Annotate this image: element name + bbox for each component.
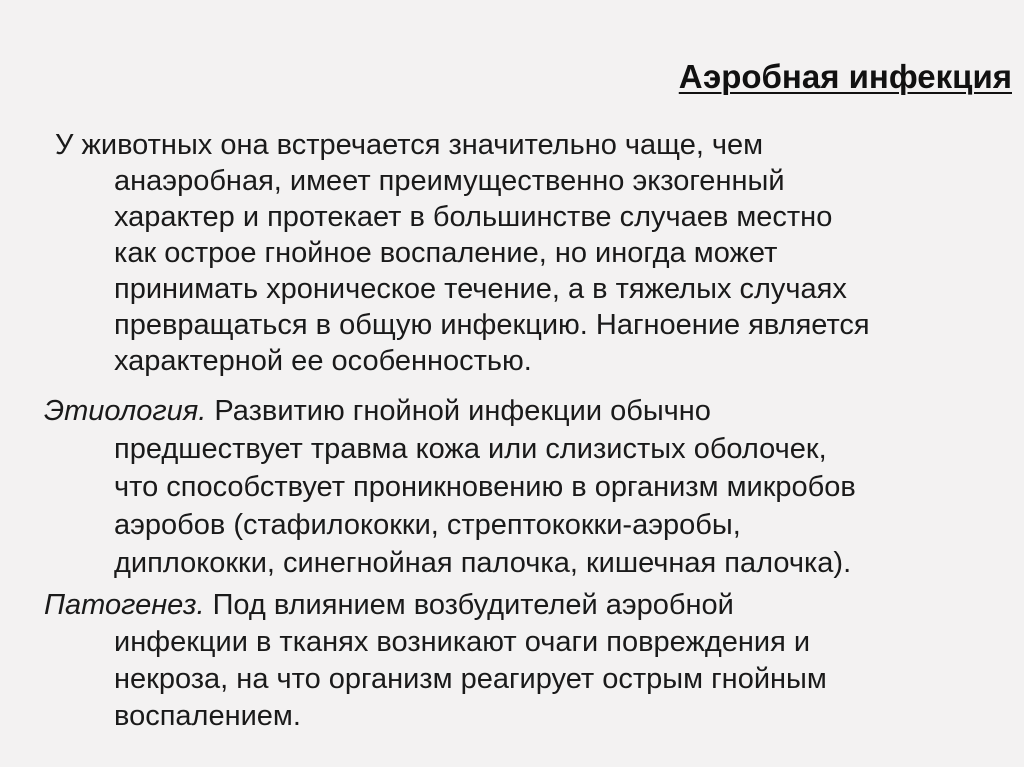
text-line: характер и протекает в большинстве случаев местно (114, 201, 833, 233)
text-line: У животных она встречается значительно чаще, чем (55, 129, 764, 161)
pathogenesis-first-line: Под влиянием возбудителей аэробной (204, 589, 734, 621)
text-line (44, 393, 711, 429)
text-line: некроза, на что организм реагирует острым гнойным (114, 663, 827, 695)
text-line: принимать хроническое течение, а в тяжелых случаях (114, 273, 847, 305)
pathogenesis-label: Патогенез. (44, 589, 205, 621)
text-line: превращаться в общую инфекцию. Нагноение является (114, 309, 870, 341)
text-line: аэробов (стафилококки, стрептококки-аэробы, (114, 509, 741, 541)
text-line: что способствует проникновению в организм микробов (114, 471, 856, 503)
text-line: как острое гнойное воспаление, но иногда может (114, 237, 778, 269)
text-line: предшествует травма кожа или слизистых оболочек, (114, 433, 827, 465)
etiology-label: Этиология. (44, 395, 207, 427)
text-line: воспалением. (114, 700, 301, 732)
text-line: инфекции в тканях возникают очаги повреждения и (114, 626, 811, 658)
text-line: анаэробная, имеет преимущественно экзогенный (114, 165, 785, 197)
slide-title: Аэробная инфекция (678, 58, 1012, 95)
etiology-first-line: Развитию гнойной инфекции обычно (206, 395, 711, 427)
text-line: диплококки, синегнойная палочка, кишечная палочка). (114, 547, 852, 579)
text-line: характерной ее особенностью. (114, 345, 532, 377)
text-line (44, 587, 734, 623)
